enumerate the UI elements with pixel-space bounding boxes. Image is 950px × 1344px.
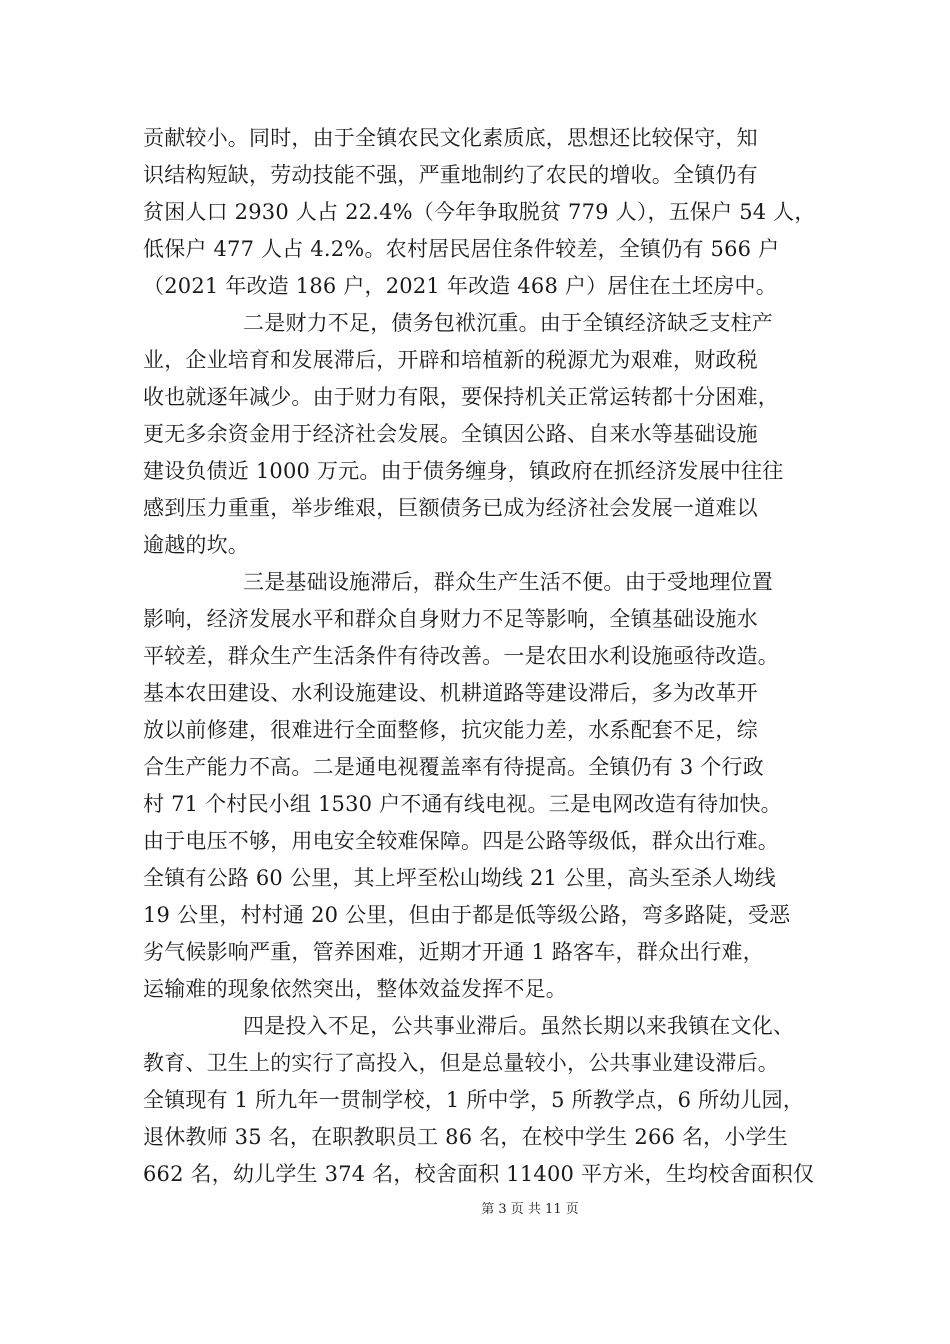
text-line: 合生产能力不高。二是通电视覆盖率有待提高。全镇仍有 3 个行政 xyxy=(143,755,764,779)
text-line: 四是投入不足，公共事业滞后。虽然长期以来我镇在文化、 xyxy=(243,1014,795,1038)
text-line: 全镇现有 1 所九年一贯制学校，1 所中学，5 所教学点，6 所幼儿园， xyxy=(143,1088,805,1112)
text-line: 19 公里，村村通 20 公里，但由于都是低等级公路，弯多路陡，受恶 xyxy=(143,903,791,927)
text-line: 运输难的现象依然突出，整体效益发挥不足。 xyxy=(143,977,567,1001)
text-line: 平较差，群众生产生活条件有待改善。一是农田水利设施亟待改造。 xyxy=(143,644,779,668)
text-line: 识结构短缺，劳动技能不强，严重地制约了农民的增收。全镇仍有 xyxy=(143,163,758,187)
text-line: 基本农田建设、水利设施建设、机耕道路等建设滞后，多为改革开 xyxy=(143,681,758,705)
text-line: 逾越的坎。 xyxy=(143,533,249,557)
text-line: 劣气候影响严重，管养困难，近期才开通 1 路客车，群众出行难， xyxy=(143,940,764,964)
text-line: 二是财力不足，债务包袱沉重。由于全镇经济缺乏支柱产 xyxy=(243,311,773,335)
text-line: 业，企业培育和发展滞后，开辟和培植新的税源尤为艰难，财政税 xyxy=(143,348,758,372)
text-line: 三是基础设施滞后，群众生产生活不便。由于受地理位置 xyxy=(243,570,773,594)
document-body xyxy=(143,120,823,1193)
text-line: 影响，经济发展水平和群众自身财力不足等影响，全镇基础设施水 xyxy=(143,607,758,631)
text-line: （2021 年改造 186 户，2021 年改造 468 户）居住在土坯房中。 xyxy=(143,274,777,298)
text-line: 由于电压不够，用电安全较难保障。四是公路等级低，群众出行难。 xyxy=(143,829,779,853)
text-line: 贡献较小。同时，由于全镇农民文化素质底，思想还比较保守，知 xyxy=(143,126,758,150)
text-line: 更无多余资金用于经济社会发展。全镇因公路、自来水等基础设施 xyxy=(143,422,758,446)
text-line: 低保户 477 人占 4.2%。农村居民居住条件较差，全镇仍有 566 户 xyxy=(143,237,780,261)
text-line: 收也就逐年减少。由于财力有限，要保持机关正常运转都十分困难， xyxy=(143,385,779,409)
text-line: 贫困人口 2930 人占 22.4%（今年争取脱贫 779 人），五保户 54 人， xyxy=(143,200,816,224)
text-line: 教育、卫生上的实行了高投入，但是总量较小，公共事业建设滞后。 xyxy=(143,1051,779,1075)
text-line: 村 71 个村民小组 1530 户不通有线电视。三是电网改造有待加快。 xyxy=(143,792,782,816)
text-line: 退休教师 35 名，在职教职员工 86 名，在校中学生 266 名，小学生 xyxy=(143,1125,788,1149)
text-line: 建设负债近 1000 万元。由于债务缠身，镇政府在抓经济发展中往往 xyxy=(143,459,784,483)
text-line: 662 名，幼儿学生 374 名，校舍面积 11400 平方米，生均校舍面积仅 xyxy=(143,1162,815,1186)
text-line: 感到压力重重，举步维艰，巨额债务已成为经济社会发展一道难以 xyxy=(143,496,758,520)
page-number: 第 3 页 共 11 页 xyxy=(481,1202,579,1217)
text-line: 全镇有公路 60 公里，其上坪至松山坳线 21 公里，高头至杀人坳线 xyxy=(143,866,776,890)
text-line: 放以前修建，很难进行全面整修，抗灾能力差，水系配套不足，综 xyxy=(143,718,758,742)
page-footer xyxy=(0,1200,950,1220)
